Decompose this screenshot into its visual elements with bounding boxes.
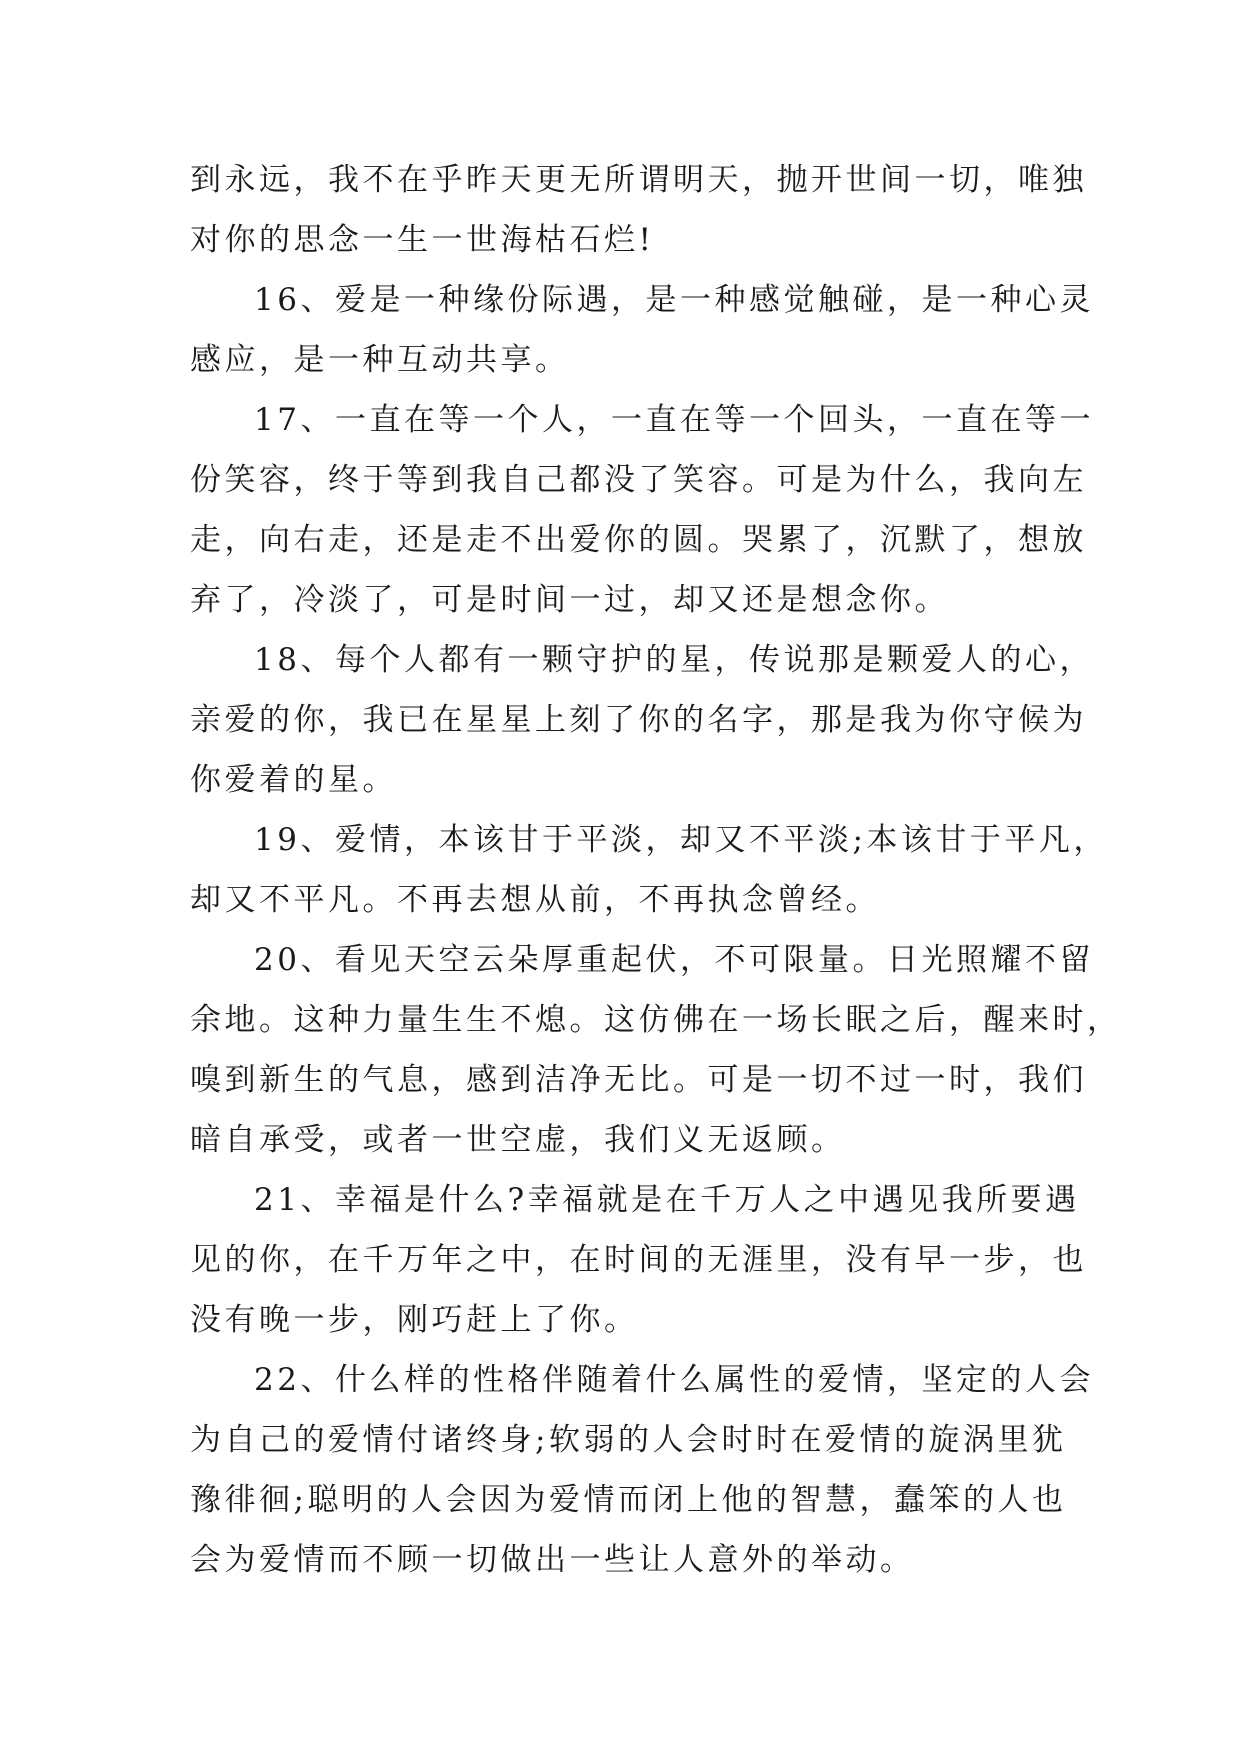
text-line: 见的你，在千万年之中，在时间的无涯里，没有早一步，也 (190, 1242, 1087, 1278)
text-line: 你爱着的星。 (190, 762, 397, 798)
paragraph-19-start: 19、爱情，本该甘于平淡，却又不平淡;本该甘于平凡， (254, 822, 1108, 858)
text-line: 没有晚一步，刚巧赶上了你。 (190, 1302, 639, 1338)
paragraph-17-start: 17、一直在等一个人，一直在等一个回头，一直在等一 (254, 402, 1094, 438)
paragraph-20-start: 20、看见天空云朵厚重起伏，不可限量。日光照耀不留 (254, 942, 1094, 978)
text-line: 余地。这种力量生生不熄。这仿佛在一场长眠之后，醒来时， (190, 1002, 1122, 1038)
text-line: 却又不平凡。不再去想从前，不再执念曾经。 (190, 882, 880, 918)
text-line: 对你的思念一生一世海枯石烂! (190, 222, 655, 258)
document-body (190, 160, 1122, 1600)
paragraph-21-start: 21、幸福是什么?幸福就是在千万人之中遇见我所要遇 (254, 1182, 1080, 1218)
text-line: 暗自承受，或者一世空虚，我们义无返顾。 (190, 1122, 846, 1158)
paragraph-22-start: 22、什么样的性格伴随着什么属性的爱情，坚定的人会 (254, 1362, 1094, 1398)
text-line: 到永远，我不在乎昨天更无所谓明天，抛开世间一切，唯独 (190, 162, 1087, 198)
text-line: 为自己的爱情付诸终身;软弱的人会时时在爱情的旋涡里犹 (190, 1422, 1067, 1458)
text-line: 豫徘徊;聪明的人会因为爱情而闭上他的智慧，蠢笨的人也 (190, 1482, 1067, 1518)
text-line: 嗅到新生的气息，感到洁净无比。可是一切不过一时，我们 (190, 1062, 1087, 1098)
text-line: 走，向右走，还是走不出爱你的圆。哭累了，沉默了，想放 (190, 522, 1087, 558)
paragraph-18-start: 18、每个人都有一颗守护的星，传说那是颗爱人的心， (254, 642, 1094, 678)
text-line: 感应，是一种互动共享。 (190, 342, 570, 378)
text-line: 份笑容，终于等到我自己都没了笑容。可是为什么，我向左 (190, 462, 1087, 498)
text-line: 会为爱情而不顾一切做出一些让人意外的举动。 (190, 1542, 915, 1578)
paragraph-16-start: 16、爱是一种缘份际遇，是一种感觉触碰，是一种心灵 (254, 282, 1094, 318)
text-line: 亲爱的你，我已在星星上刻了你的名字，那是我为你守候为 (190, 702, 1087, 738)
text-line: 弃了，冷淡了，可是时间一过，却又还是想念你。 (190, 582, 949, 618)
